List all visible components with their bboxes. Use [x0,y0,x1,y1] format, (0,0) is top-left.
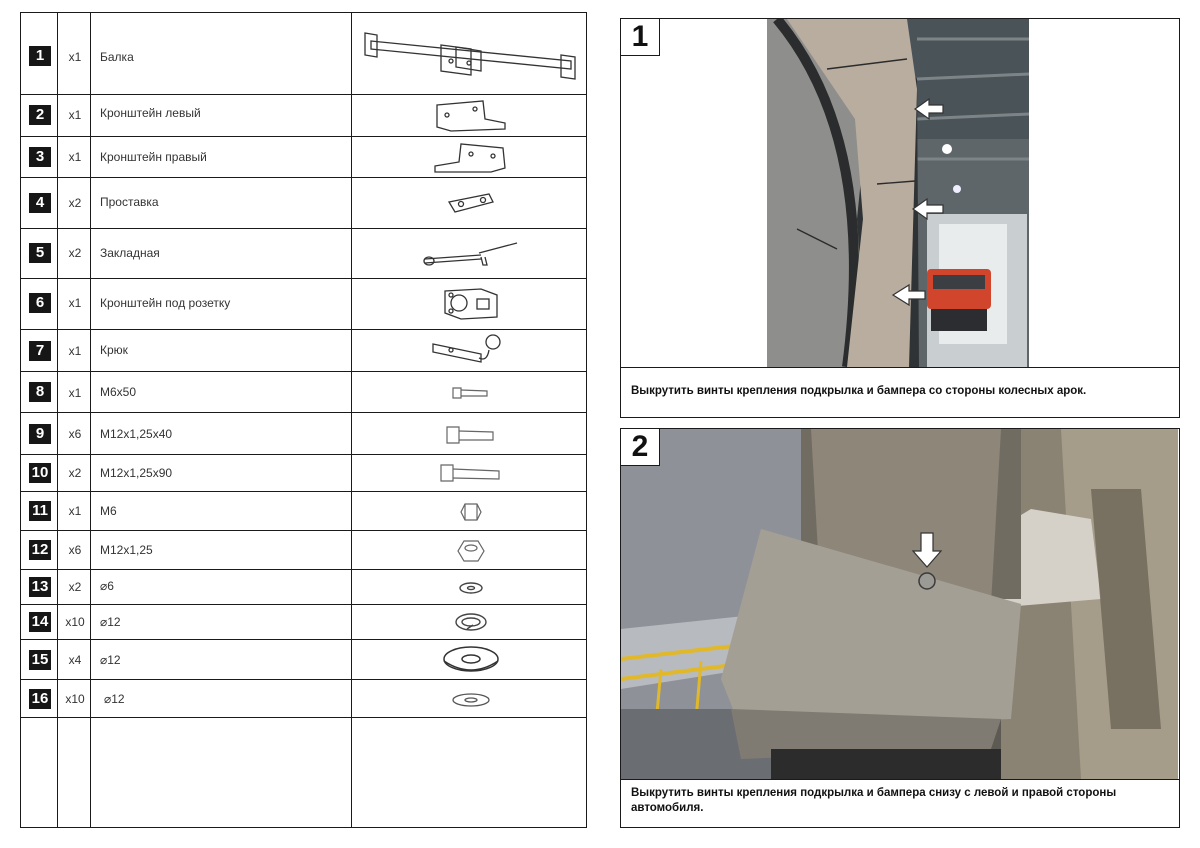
table-row [21,679,586,717]
part-number: 6 [29,293,51,313]
part-name: M6x50 [100,385,137,399]
part-number: 13 [29,577,51,597]
part-quantity: x2 [68,466,82,480]
wheel-arch-photo [767,19,1029,367]
step-1-panel [620,18,1180,418]
table-row [21,228,586,278]
table-row [21,604,586,639]
part-number: 4 [29,193,51,213]
table-row [21,639,586,679]
table-row [21,412,586,454]
spacer-plate-icon [353,192,588,216]
part-name: M12x1,25 [100,543,153,557]
part-quantity: x6 [68,543,82,557]
tow-beam-icon [353,27,588,83]
spring-washer-icon [353,611,588,633]
part-name: ⌀12 [100,615,121,629]
part-name: M12x1,25x40 [100,427,173,441]
nut-icon [353,502,588,522]
part-quantity: x2 [68,580,82,594]
part-name: ⌀12 [100,653,121,667]
part-number: 9 [29,424,51,444]
part-quantity: x1 [68,108,82,122]
part-number: 15 [29,650,51,670]
part-quantity: x6 [68,427,82,441]
part-quantity: x4 [68,653,82,667]
table-row [21,136,586,177]
part-name: M6 [100,504,117,518]
under-bumper-photo [621,429,1178,779]
bolt-icon [353,385,588,401]
table-row [21,94,586,136]
flat-washer-icon [353,692,588,708]
part-number: 2 [29,105,51,125]
table-row [21,491,586,530]
table-row [21,569,586,604]
part-number: 16 [29,689,51,709]
nut-icon [353,539,588,563]
bolt-icon [353,462,588,484]
step-caption: Выкрутить винты крепления подкрылка и бампера снизу с левой и правой стороны автомобиля. [621,779,1179,827]
part-number: 14 [29,612,51,632]
large-washer-icon [353,645,588,675]
part-number: 1 [29,46,51,66]
part-quantity: x1 [68,296,82,310]
table-row [21,177,586,228]
part-quantity: x2 [68,196,82,210]
part-quantity: x1 [68,504,82,518]
step-number: 1 [621,19,660,56]
part-name: Закладная [100,246,160,260]
table-row [21,454,586,491]
part-name: ⌀12 [104,692,125,706]
table-row [21,371,586,412]
left-bracket-icon [353,99,588,133]
part-name: Проставка [100,195,159,209]
part-number: 3 [29,147,51,167]
part-number: 7 [29,341,51,361]
part-name: Балка [100,50,134,64]
step-2-panel [620,428,1180,828]
parts-table [20,12,587,828]
table-row [21,13,586,94]
part-number: 5 [29,243,51,263]
table-row [21,278,586,329]
step-number: 2 [621,429,660,466]
part-name: M12x1,25x90 [100,466,173,480]
embedded-bolt-icon [353,239,588,269]
step-caption: Выкрутить винты крепления подкрылка и бампера со стороны колесных арок. [621,367,1179,417]
part-quantity: x10 [65,692,85,706]
empty-table-row [21,717,586,827]
table-row [21,530,586,569]
part-quantity: x10 [65,615,85,629]
part-quantity: x2 [68,246,82,260]
part-name: Кронштейн правый [100,150,207,164]
part-number: 11 [29,501,51,521]
washer-icon [353,581,588,595]
part-number: 10 [29,463,51,483]
tow-hook-icon [353,332,588,370]
part-name: Кронштейн левый [100,106,201,120]
socket-bracket-icon [353,285,588,323]
part-number: 8 [29,382,51,402]
part-quantity: x1 [68,50,82,64]
part-name: Кронштейн под розетку [100,296,231,310]
right-bracket-icon [353,140,588,174]
part-quantity: x1 [68,150,82,164]
part-number: 12 [29,540,51,560]
part-name: Крюк [100,343,128,357]
part-quantity: x1 [68,344,82,358]
part-name: ⌀6 [100,579,114,593]
table-row [21,329,586,371]
bolt-icon [353,424,588,446]
part-quantity: x1 [68,386,82,400]
